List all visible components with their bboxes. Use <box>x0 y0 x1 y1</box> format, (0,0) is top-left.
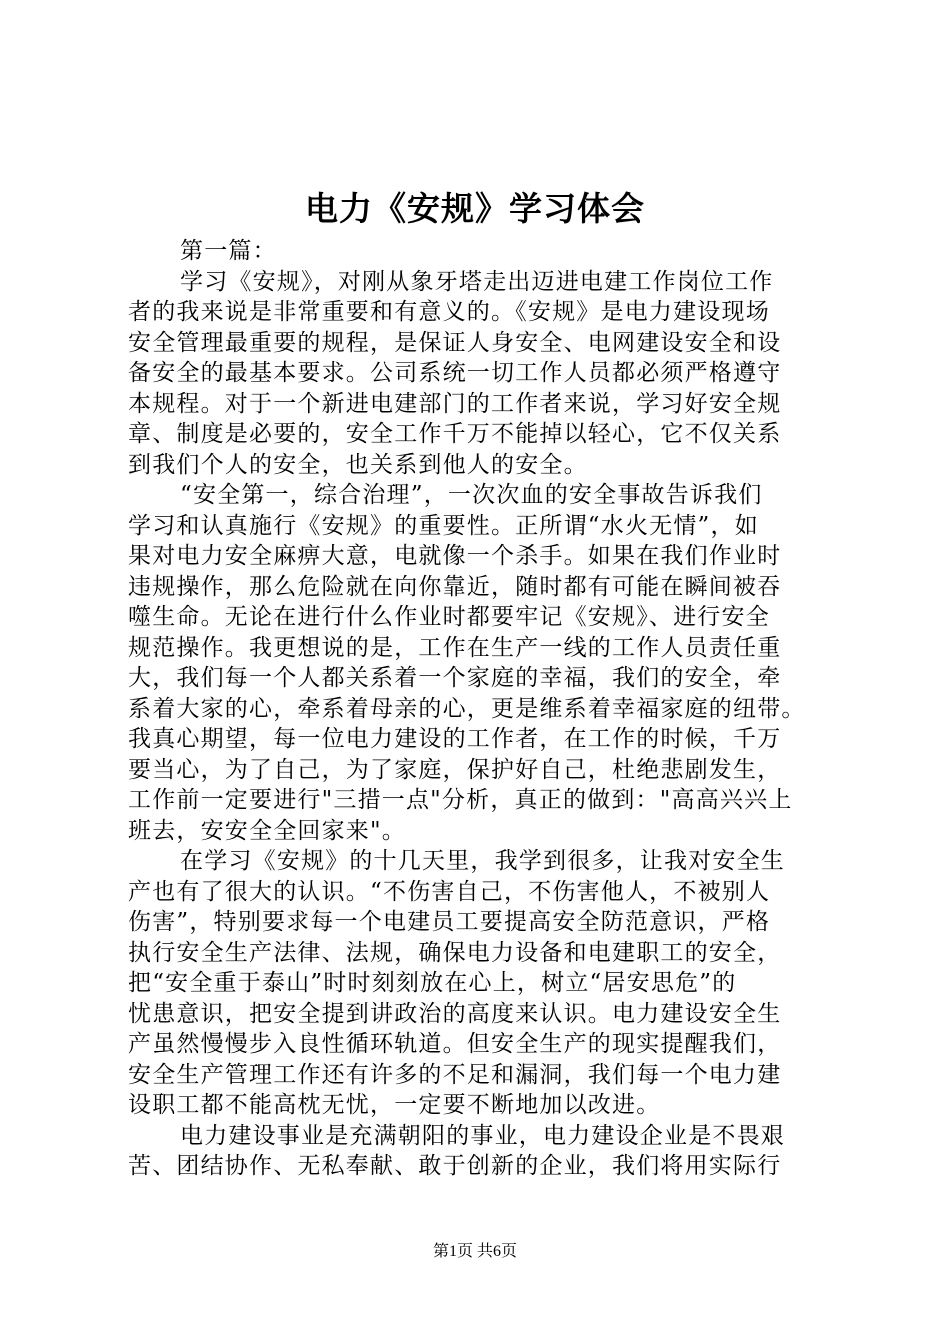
document-body <box>128 236 840 1182</box>
body-line: 执行安全生产法律、法规，确保电力设备和电建职工的安全， <box>128 939 782 966</box>
body-line: 伤害”，特别要求每一个电建员工要提高安全防范意识，严格 <box>128 909 771 935</box>
body-line: 工作前一定要进行"三措一点"分析，真正的做到："高高兴兴上 <box>128 787 793 813</box>
body-line: 违规操作，那么危险就在向你靠近，随时都有可能在瞬间被吞 <box>128 573 782 600</box>
body-line: 本规程。对于一个新进电建部门的工作者来说，学习好安全规 <box>128 390 782 417</box>
page-footer: 第1页 共6页 <box>432 1243 517 1260</box>
body-line: 者的我来说是非常重要和有意义的。《安规》是电力建设现场 <box>128 299 770 325</box>
body-line: 在学习《安规》的十几天里，我学到很多，让我对安全生 <box>180 848 785 874</box>
body-line: 我真心期望，每一位电力建设的工作者，在工作的时候，千万 <box>128 726 782 752</box>
body-line: 安全生产管理工作还有许多的不足和漏洞，我们每一个电力建 <box>128 1061 782 1088</box>
body-line: 忧患意识，把安全提到讲政治的高度来认识。电力建设安全生 <box>128 1000 782 1027</box>
body-line: 电力建设事业是充满朝阳的事业，电力建设企业是不畏艰 <box>180 1122 785 1149</box>
body-line: 到我们个人的安全，也关系到他人的安全。 <box>128 451 588 478</box>
body-line: 把“安全重于泰山”时时刻刻放在心上，树立“居安思危”的 <box>128 970 737 996</box>
body-line: 规范操作。我更想说的是，工作在生产一线的工作人员责任重 <box>128 634 782 661</box>
body-line: 系着大家的心，牵系着母亲的心，更是维系着幸福家庭的纽带。 <box>128 695 806 722</box>
body-line: 苦、团结协作、无私奉献、敢于创新的企业，我们将用实际行 <box>128 1153 782 1179</box>
section-heading: 第一篇： <box>180 238 277 264</box>
body-line: 产也有了很大的认识。“不伤害自己，不伤害他人，不被别人 <box>128 878 771 905</box>
body-line: 设职工都不能高枕无忧，一定要不断地加以改进。 <box>128 1092 661 1118</box>
body-line: 产虽然慢慢步入良性循环轨道。但安全生产的现实提醒我们， <box>128 1031 782 1057</box>
body-line: “安全第一，综合治理”，一次次血的安全事故告诉我们 <box>180 482 763 508</box>
document-title: 电力《安规》学习体会 <box>305 189 645 228</box>
body-line: 噬生命。无论在进行什么作业时都要牢记《安规》、进行安全 <box>128 604 770 630</box>
body-line: 章、制度是必要的，安全工作千万不能掉以轻心，它不仅关系 <box>128 421 782 447</box>
body-line: 要当心，为了自己，为了家庭，保护好自己，杜绝悲剧发生， <box>128 756 782 783</box>
body-line: 学习和认真施行《安规》的重要性。正所谓“水火无情”，如 <box>128 512 759 539</box>
body-line: 学习《安规》，对刚从象牙塔走出迈进电建工作岗位工作 <box>180 268 774 295</box>
body-line: 备安全的最基本要求。公司系统一切工作人员都必须严格遵守 <box>128 360 782 386</box>
body-line: 大，我们每一个人都关系着一个家庭的幸福，我们的安全，牵 <box>128 665 782 691</box>
body-line: 安全管理最重要的规程，是保证人身安全、电网建设安全和设 <box>128 329 782 356</box>
body-line: 班去，安安全全回家来"。 <box>128 817 406 844</box>
body-line: 果对电力安全麻痹大意，电就像一个杀手。如果在我们作业时 <box>128 543 782 569</box>
